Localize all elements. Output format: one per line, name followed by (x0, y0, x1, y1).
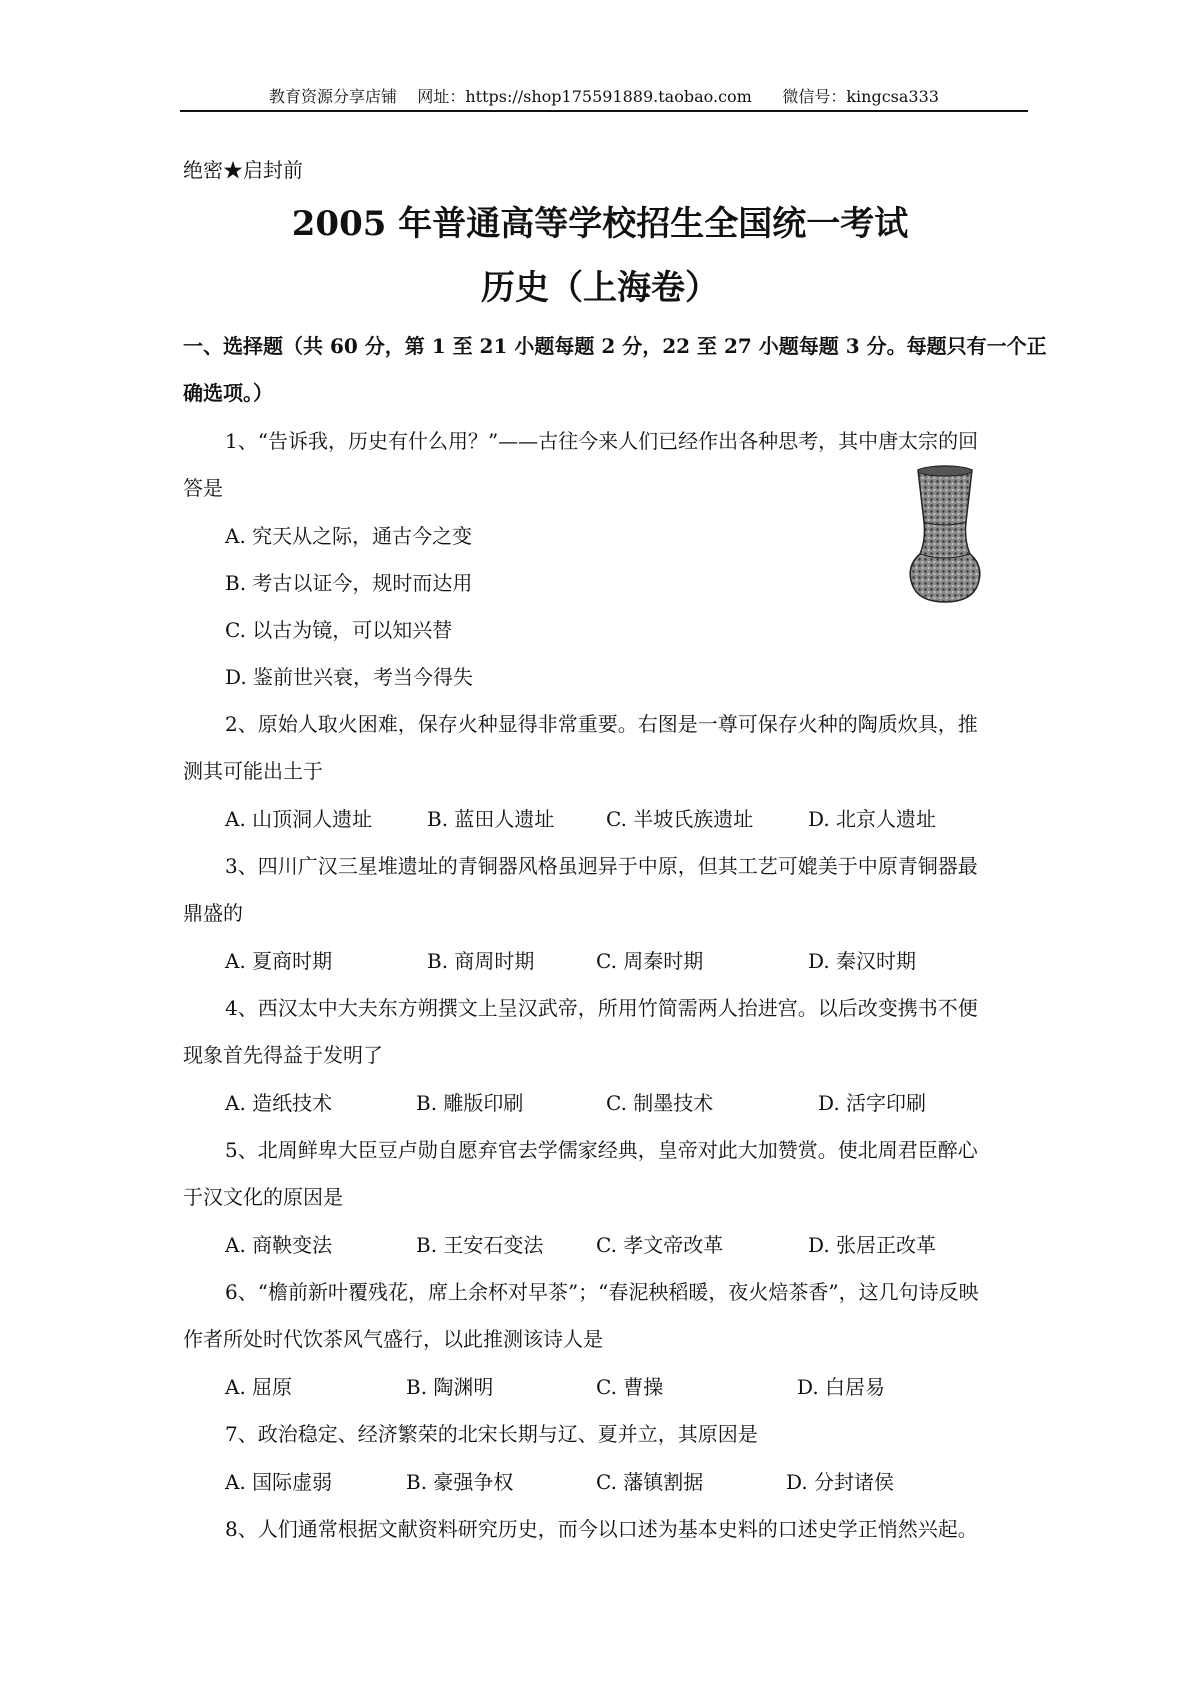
question-4-text: 4、西汉太中大夫东方朔撰文上呈汉武帝，所用竹简需两人抬进宫。以后改变携书不便 (225, 996, 978, 1020)
question-2-option-b: B. 蓝田人遗址 (427, 807, 555, 831)
question-1-option-c: C. 以古为镜，可以知兴替 (225, 618, 453, 642)
question-4-option-c: C. 制墨技术 (606, 1091, 714, 1115)
question-7-option-c: C. 藩镇割据 (596, 1470, 704, 1494)
section-heading-line2: 确选项。） (183, 381, 273, 405)
question-5-option-c: C. 孝文帝改革 (596, 1233, 724, 1257)
question-7-option-b: B. 豪强争权 (406, 1470, 514, 1494)
question-5-text: 5、北周鲜卑大臣豆卢勋自愿弃官去学儒家经典，皇帝对此大加赞赏。使北周君臣醉心 (225, 1138, 978, 1162)
question-5-option-d: D. 张居正改革 (808, 1233, 937, 1257)
question-4-option-d: D. 活字印刷 (818, 1091, 927, 1115)
question-7-text: 7、政治稳定、经济繁荣的北宋长期与辽、夏并立，其原因是 (225, 1422, 758, 1446)
question-2-text-cont: 测其可能出土于 (183, 759, 323, 783)
question-2-option-a: A. 山顶洞人遗址 (225, 807, 373, 831)
question-6-text-cont: 作者所处时代饮茶风气盛行，以此推测该诗人是 (183, 1327, 603, 1351)
question-3-option-a: A. 夏商时期 (225, 949, 333, 973)
header-divider (180, 110, 1028, 112)
section-heading-line1: 一、选择题（共 60 分，第 1 至 21 小题每题 2 分，22 至 27 小题每题 3 分。每题只有一个正 (183, 334, 1047, 358)
question-3-option-d: D. 秦汉时期 (808, 949, 917, 973)
question-7-option-a: A. 国际虚弱 (225, 1470, 333, 1494)
question-2-option-d: D. 北京人遗址 (808, 807, 937, 831)
question-1-text-cont: 答是 (183, 476, 223, 500)
question-5-option-b: B. 王安石变法 (416, 1233, 544, 1257)
question-3-option-b: B. 商周时期 (427, 949, 535, 973)
question-1-option-d: D. 鉴前世兴衰，考当今得失 (225, 665, 474, 689)
question-6-option-b: B. 陶渊明 (406, 1375, 494, 1399)
exam-subtitle: 历史（上海卷） (481, 268, 719, 308)
question-6-option-c: C. 曹操 (596, 1375, 664, 1399)
question-5-text-cont: 于汉文化的原因是 (183, 1185, 343, 1209)
question-7-option-d: D. 分封诸侯 (786, 1470, 895, 1494)
question-3-text-cont: 鼎盛的 (183, 901, 243, 925)
question-1-text: 1、“告诉我，历史有什么用？”——古往今来人们已经作出各种思考，其中唐太宗的回 (225, 429, 979, 453)
page-header: 教育资源分享店铺 网址：https://shop175591889.taobao.com 微信号：kingcsa333 (269, 87, 939, 106)
question-2-option-c: C. 半坡氏族遗址 (606, 807, 754, 831)
question-1-option-a: A. 究天从之际，通古今之变 (225, 524, 473, 548)
question-3-text: 3、四川广汉三星堆遗址的青铜器风格虽迥异于中原，但其工艺可媲美于中原青铜器最 (225, 854, 978, 878)
question-6-option-d: D. 白居易 (797, 1375, 886, 1399)
question-4-option-b: B. 雕版印刷 (416, 1091, 524, 1115)
question-2-text: 2、原始人取火困难，保存火种显得非常重要。右图是一尊可保存火种的陶质炊具，推 (225, 712, 978, 736)
exam-title: 2005 年普通高等学校招生全国统一考试 (291, 204, 909, 244)
question-8-text: 8、人们通常根据文献资料研究历史，而今以口述为基本史料的口述史学正悄然兴起。 (225, 1517, 978, 1541)
question-4-text-cont: 现象首先得益于发明了 (183, 1043, 383, 1067)
question-5-option-a: A. 商鞅变法 (225, 1233, 333, 1257)
question-6-text: 6、“檐前新叶覆残花，席上余杯对早茶”；“春泥秧稻暖，夜火焙茶香”，这几句诗反映 (225, 1280, 979, 1304)
secret-label: 绝密★启封前 (183, 158, 303, 182)
question-6-option-a: A. 屈原 (225, 1375, 293, 1399)
question-3-option-c: C. 周秦时期 (596, 949, 704, 973)
pottery-vessel-image (906, 462, 984, 604)
question-1-option-b: B. 考古以证今，规时而达用 (225, 571, 473, 595)
question-4-option-a: A. 造纸技术 (225, 1091, 333, 1115)
